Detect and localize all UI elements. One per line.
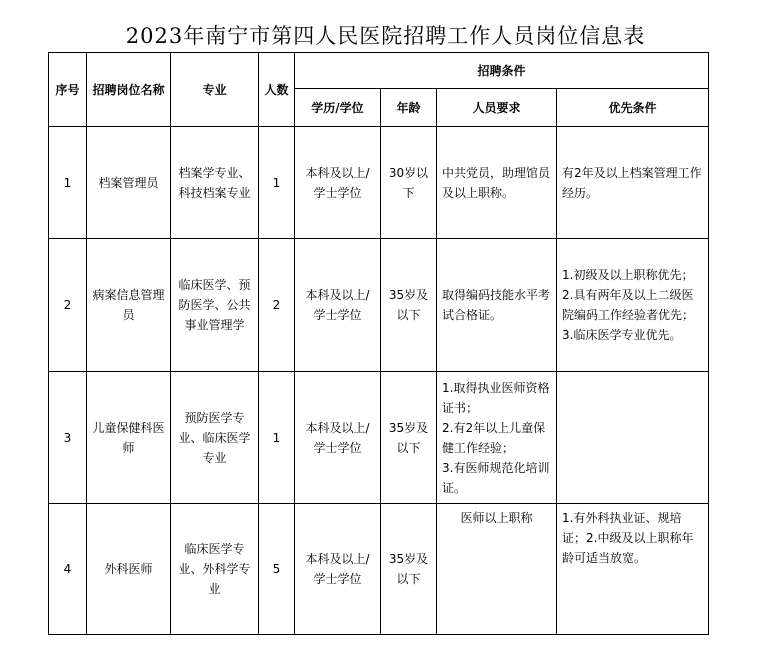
priority-line: 3.临床医学专业优先。 — [562, 328, 682, 342]
table-row — [49, 504, 709, 635]
cell-seq: 4 — [49, 504, 87, 635]
requirement-line: 3.有医师规范化培训证。 — [442, 460, 550, 495]
header-count: 人数 — [259, 53, 295, 127]
header-position: 招聘岗位名称 — [87, 53, 171, 127]
cell-age: 35岁及以下 — [381, 372, 437, 504]
cell-count: 1 — [259, 372, 295, 504]
cell-seq: 2 — [49, 239, 87, 372]
cell-requirements — [437, 504, 557, 635]
cell-seq: 3 — [49, 372, 87, 504]
priority-line: 1.初级及以上职称优先； — [562, 268, 694, 282]
requirement-line: 2.有2年以上儿童保健工作经验； — [442, 420, 546, 455]
cell-education: 本科及以上/学士学位 — [295, 372, 381, 504]
header-education: 学历/学位 — [295, 89, 381, 127]
cell-major: 档案学专业、科技档案专业 — [171, 127, 259, 239]
header-major: 专业 — [171, 53, 259, 127]
cell-position: 病案信息管理员 — [87, 239, 171, 372]
cell-position: 档案管理员 — [87, 127, 171, 239]
table-row — [49, 127, 709, 239]
cell-priority — [557, 239, 709, 372]
table-row — [49, 372, 709, 504]
cell-position: 儿童保健科医师 — [87, 372, 171, 504]
cell-requirements — [437, 239, 557, 372]
cell-major: 临床医学、预防医学、公共事业管理学 — [171, 239, 259, 372]
header-conditions: 招聘条件 — [295, 53, 709, 89]
cell-major: 临床医学专业、外科学专业 — [171, 504, 259, 635]
cell-requirements — [437, 372, 557, 504]
cell-priority — [557, 504, 709, 635]
header-seq: 序号 — [49, 53, 87, 127]
cell-education: 本科及以上/学士学位 — [295, 239, 381, 372]
requirement-line: 中共党员，助理馆员及以上职称。 — [442, 165, 551, 200]
header-row-1 — [49, 53, 709, 89]
cell-position: 外科医师 — [87, 504, 171, 635]
table-row — [49, 239, 709, 372]
recruitment-table — [48, 52, 709, 635]
priority-line: 有2年及以上档案管理工作经历。 — [562, 165, 702, 200]
priority-line: 1.有外科执业证、规培证；2.中级及以上职称年龄可适当放宽。 — [562, 511, 694, 565]
cell-education: 本科及以上/学士学位 — [295, 504, 381, 635]
priority-line: 2.具有两年及以上二级医院编码工作经验者优先； — [562, 288, 695, 322]
cell-age: 35岁及以下 — [381, 239, 437, 372]
header-requirements: 人员要求 — [437, 89, 557, 127]
requirement-line: 医师以上职称 — [460, 511, 533, 525]
cell-count: 2 — [259, 239, 295, 372]
requirement-line: 取得编码技能水平考试合格证。 — [442, 288, 551, 322]
cell-count: 1 — [259, 127, 295, 239]
cell-age: 30岁以下 — [381, 127, 437, 239]
cell-age: 35岁及以下 — [381, 504, 437, 635]
cell-priority — [557, 127, 709, 239]
cell-priority — [557, 372, 709, 504]
header-priority: 优先条件 — [557, 89, 709, 127]
requirement-line: 1.取得执业医师资格证书； — [442, 380, 550, 415]
header-age: 年龄 — [381, 89, 437, 127]
cell-education: 本科及以上/学士学位 — [295, 127, 381, 239]
cell-requirements — [437, 127, 557, 239]
cell-count: 5 — [259, 504, 295, 635]
cell-major: 预防医学专业、临床医学专业 — [171, 372, 259, 504]
cell-seq: 1 — [49, 127, 87, 239]
page-title: 2023年南宁市第四人民医院招聘工作人员岗位信息表 — [125, 24, 646, 48]
